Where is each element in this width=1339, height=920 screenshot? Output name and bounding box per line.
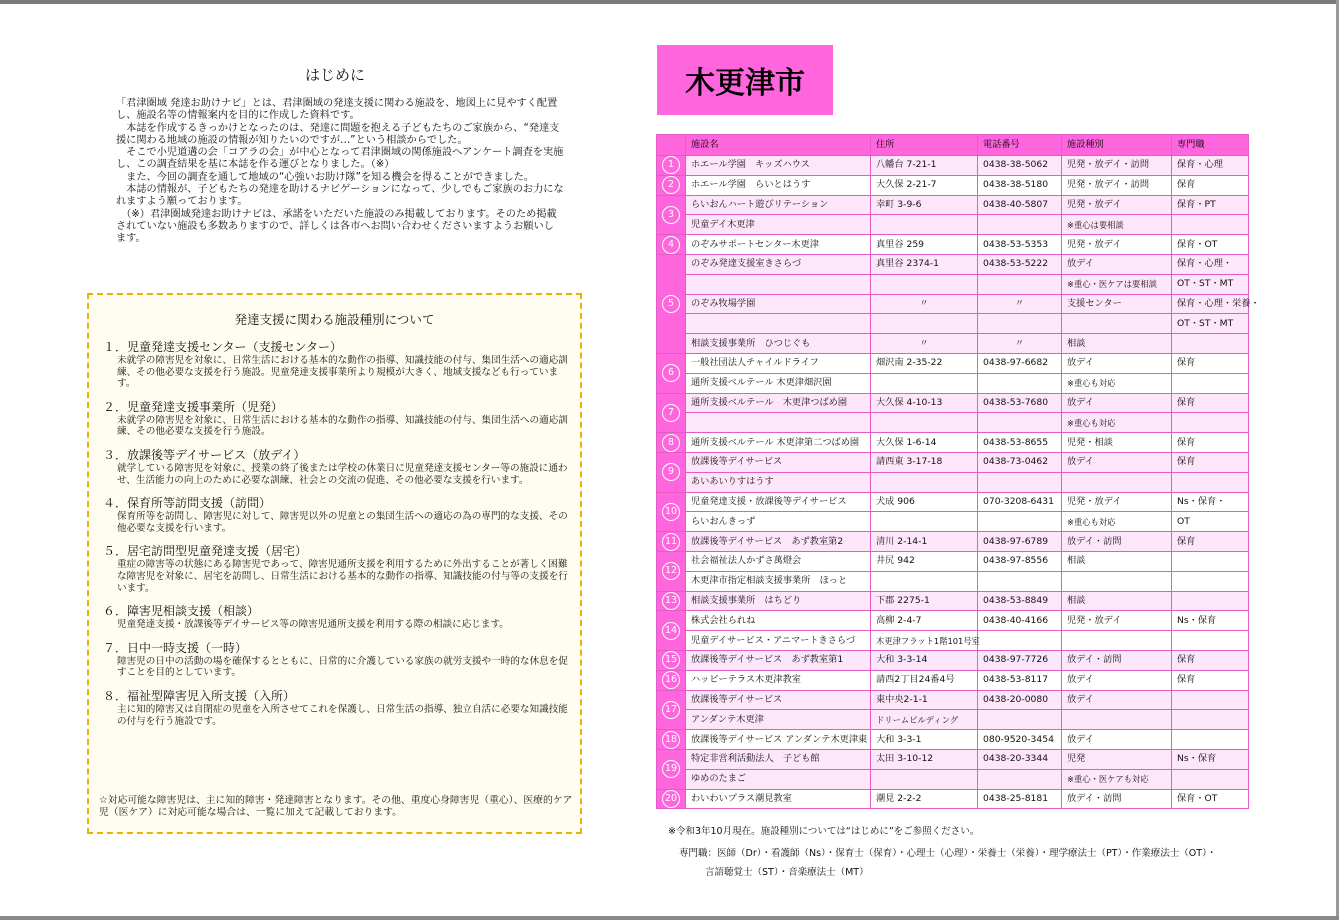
page-frame-bottom xyxy=(0,916,1339,920)
facility-type-desc: 障害児の日中の活動の場を確保するとともに、日常的に介護している家族の就労支援や一時的な休息を促すことを目的としています。 xyxy=(117,655,568,679)
facility-type-desc: 未就学の障害児を対象に、日常生活における基本的な動作の指導、知識技能の付与、集団生活への適応訓練、その他必要な支援を行う施設。児童発達支援事業所より規模が大きく、地域支援なども行っています。 xyxy=(117,355,568,390)
address-cell: 太田 3-10-12 xyxy=(871,749,978,769)
phone-cell: 0438-20-3344 xyxy=(978,749,1062,769)
table-row xyxy=(657,492,1249,512)
row-number-badge: 17 xyxy=(662,701,680,719)
row-number-badge: 20 xyxy=(662,790,680,808)
facility-type-cell: 放デイ・訪問 xyxy=(1062,532,1172,552)
table-row xyxy=(657,591,1249,611)
row-number-cell xyxy=(657,532,686,552)
facility-name-cell: らいおんハート遊びリテーション xyxy=(686,195,871,215)
facility-name-cell xyxy=(686,274,871,294)
table-row xyxy=(657,690,1249,710)
row-number-badge: 16 xyxy=(662,671,680,689)
address-cell xyxy=(871,571,978,591)
address-cell: 大和 3-3-1 xyxy=(871,730,978,750)
table-row xyxy=(657,393,1249,413)
row-number-badge: 14 xyxy=(662,622,680,640)
phone-cell xyxy=(978,215,1062,235)
table-row xyxy=(657,175,1249,195)
table-row xyxy=(657,650,1249,670)
address-cell xyxy=(871,472,978,492)
header-num xyxy=(657,135,686,156)
staff-cell: 保育 xyxy=(1172,650,1249,670)
facility-type-item xyxy=(99,544,569,594)
facility-name-cell: 相談支援事業所 ひつじぐも xyxy=(686,334,871,354)
facility-type-cell: 児発 xyxy=(1062,749,1172,769)
row-number-cell xyxy=(657,433,686,453)
facility-type-title: ６．障害児相談支援（相談） xyxy=(103,604,260,619)
facility-type-cell: 相談 xyxy=(1062,334,1172,354)
row-number-badge: 2 xyxy=(662,176,680,194)
facility-name-cell: のぞみサポートセンター木更津 xyxy=(686,235,871,255)
facility-name-cell: あいあいりすはうす xyxy=(686,472,871,492)
address-cell: 〃 xyxy=(871,294,978,314)
facility-type-cell: 放デイ・訪問 xyxy=(1062,789,1172,809)
address-cell xyxy=(871,413,978,433)
facility-name-cell xyxy=(686,413,871,433)
address-cell: 畑沢南 2-35-22 xyxy=(871,353,978,373)
table-row xyxy=(657,195,1249,215)
staff-cell xyxy=(1172,413,1249,433)
staff-cell xyxy=(1172,334,1249,354)
facility-type-title: ７．日中一時支援（一時） xyxy=(103,640,248,655)
table-row xyxy=(657,512,1249,532)
facility-type-cell xyxy=(1062,710,1172,730)
row-number-badge: 6 xyxy=(662,364,680,382)
row-number-badge: 10 xyxy=(662,503,680,521)
facility-type-title: ８．福祉型障害児入所支援（入所） xyxy=(103,688,296,703)
table-row xyxy=(657,611,1249,631)
table-row xyxy=(657,274,1249,294)
staff-cell xyxy=(1172,571,1249,591)
row-number-cell xyxy=(657,670,686,690)
facility-name-cell: のぞみ牧場学園 xyxy=(686,294,871,314)
phone-cell: 0438-40-5807 xyxy=(978,195,1062,215)
facility-type-cell: 相談 xyxy=(1062,591,1172,611)
staff-cell xyxy=(1172,373,1249,393)
phone-cell: 080-9520-3454 xyxy=(978,730,1062,750)
row-number-cell xyxy=(657,254,686,353)
staff-cell: Ns・保育・ xyxy=(1172,492,1249,512)
row-number-badge: 19 xyxy=(662,760,680,778)
facility-name-cell: ホエール学園 らいとはうす xyxy=(686,175,871,195)
address-cell: 下郡 2275-1 xyxy=(871,591,978,611)
table-row xyxy=(657,670,1249,690)
intro-paragraph: （※）君津圏域発達お助けナビは、承諾をいただいた施設のみ掲載しております。そのため掲載されていない施設も多数ありますので、詳しくは各市へお問い合わせくださいますようお願いします。 xyxy=(116,208,557,245)
address-cell: 大久保 4-10-13 xyxy=(871,393,978,413)
header-name: 施設名 xyxy=(686,135,871,156)
address-cell: ドリームビルディング xyxy=(871,710,978,730)
phone-cell: 〃 xyxy=(978,294,1062,314)
header-address: 住所 xyxy=(871,135,978,156)
facility-type-cell: ※重心・医ケアは要相談 xyxy=(1062,274,1172,294)
staff-cell: 保育 xyxy=(1172,670,1249,690)
phone-cell: 0438-25-8181 xyxy=(978,789,1062,809)
address-cell xyxy=(871,769,978,789)
table-row xyxy=(657,235,1249,255)
facility-type-item xyxy=(99,689,569,727)
facility-name-cell: ゆめのたまご xyxy=(686,769,871,789)
intro-paragraph: また、今回の調査を通して地域の“心強いお助け隊”を知る機会を得ることができました。 xyxy=(116,171,535,183)
row-number-cell xyxy=(657,195,686,235)
phone-cell xyxy=(978,373,1062,393)
row-number-cell xyxy=(657,175,686,195)
address-cell: 井尻 942 xyxy=(871,551,978,571)
facility-type-cell: ※重心・医ケアも対応 xyxy=(1062,769,1172,789)
facility-name-cell xyxy=(686,314,871,334)
phone-cell xyxy=(978,314,1062,334)
facility-type-desc: 保育所等を訪問し、障害児に対して、障害児以外の児童との集団生活への適応の為の専門的な支援、その他必要な支援を行います。 xyxy=(117,511,568,534)
facility-name-cell: 放課後等デイサービス xyxy=(686,452,871,472)
facility-name-cell: 放課後等デイサービス あず教室第2 xyxy=(686,532,871,552)
staff-cell: Ns・保育 xyxy=(1172,611,1249,631)
staff-cell xyxy=(1172,472,1249,492)
facility-name-cell: 特定非営利活動法人 子ども館 xyxy=(686,749,871,769)
staff-cell: OT・ST・MT xyxy=(1172,314,1249,334)
facility-table-body xyxy=(657,156,1260,809)
row-number-cell xyxy=(657,611,686,651)
address-cell: 請西東 3-17-18 xyxy=(871,452,978,472)
facility-type-cell: 児発・相談 xyxy=(1062,433,1172,453)
phone-cell: 0438-53-8849 xyxy=(978,591,1062,611)
row-number-badge: 1 xyxy=(662,156,680,174)
facility-type-cell: 相談 xyxy=(1062,551,1172,571)
row-number-cell xyxy=(657,591,686,611)
facility-name-cell: ホエール学園 キッズハウス xyxy=(686,156,871,176)
phone-cell: 0438-53-8655 xyxy=(978,433,1062,453)
facility-type-title: ３．放課後等デイサービス（放デイ） xyxy=(103,447,306,462)
facility-type-desc: 主に知的障害又は自閉症の児童を入所させてこれを保護し、日常生活の指導、独立自活に必要な知識技能の付与を行う施設です。 xyxy=(117,703,568,727)
phone-cell: 0438-73-0462 xyxy=(978,452,1062,472)
facility-type-cell: 放デイ・訪問 xyxy=(1062,650,1172,670)
facility-type-cell xyxy=(1062,472,1172,492)
address-cell: 木更津フラット1階101号室 xyxy=(871,631,978,651)
staff-cell xyxy=(1172,710,1249,730)
facility-type-item xyxy=(99,641,569,679)
address-cell xyxy=(871,512,978,532)
row-number-cell xyxy=(657,235,686,255)
facility-type-cell: 児発・放デイ xyxy=(1062,195,1172,215)
row-number-cell xyxy=(657,789,686,809)
staff-cell xyxy=(1172,730,1249,750)
staff-cell xyxy=(1172,769,1249,789)
phone-cell xyxy=(978,413,1062,433)
phone-cell: 0438-40-4166 xyxy=(978,611,1062,631)
staff-cell: 保育・心理・ xyxy=(1172,254,1249,274)
row-number-badge: 9 xyxy=(662,463,680,481)
address-cell: 請西2丁目24番4号 xyxy=(871,670,978,690)
staff-cell: 保育 xyxy=(1172,433,1249,453)
phone-cell xyxy=(978,512,1062,532)
table-row xyxy=(657,413,1249,433)
intro-body xyxy=(116,98,564,246)
facility-type-cell: 児発・放デイ・訪問 xyxy=(1062,156,1172,176)
phone-cell xyxy=(978,631,1062,651)
city-title: 木更津市 xyxy=(657,45,833,115)
staff-cell xyxy=(1172,591,1249,611)
facility-name-cell: のぞみ発達支援室きさらづ xyxy=(686,254,871,274)
address-cell: 高柳 2-4-7 xyxy=(871,611,978,631)
facility-name-cell: 一般社団法人チャイルドライフ xyxy=(686,353,871,373)
row-number-badge: 13 xyxy=(662,592,680,610)
phone-cell: 0438-38-5062 xyxy=(978,156,1062,176)
facility-name-cell: 株式会社られね xyxy=(686,611,871,631)
facility-name-cell: わいわいプラス潮見教室 xyxy=(686,789,871,809)
phone-cell: 070-3208-6431 xyxy=(978,492,1062,512)
staff-cell: 保育 xyxy=(1172,532,1249,552)
facility-type-cell: ※重心は要相談 xyxy=(1062,215,1172,235)
table-row xyxy=(657,551,1249,571)
facility-type-cell: 放デイ xyxy=(1062,690,1172,710)
facility-type-cell xyxy=(1062,314,1172,334)
table-row xyxy=(657,749,1249,769)
phone-cell: 0438-53-8117 xyxy=(978,670,1062,690)
address-cell: 東中央2-1-1 xyxy=(871,690,978,710)
facility-name-cell: 放課後等デイサービス あず教室第1 xyxy=(686,650,871,670)
facility-type-cell: 児発・放デイ xyxy=(1062,611,1172,631)
facility-type-desc: 重症の障害等の状態にある障害児であって、障害児通所支援を利用するために外出することが著しく困難な障害児を対象に、居宅を訪問し、日常生活における基本的な動作の指導、知識技能の付与等の支援を行います。 xyxy=(117,559,568,594)
table-row xyxy=(657,373,1249,393)
facility-type-cell xyxy=(1062,631,1172,651)
table-row xyxy=(657,452,1249,472)
table-row xyxy=(657,334,1249,354)
facility-type-cell: ※重心も対応 xyxy=(1062,512,1172,532)
phone-cell: 0438-53-7680 xyxy=(978,393,1062,413)
facility-types-title: 発達支援に関わる施設種別について xyxy=(234,312,435,327)
row-number-cell xyxy=(657,353,686,393)
address-cell: 〃 xyxy=(871,334,978,354)
staff-cell: Ns・保育 xyxy=(1172,749,1249,769)
row-number-badge: 7 xyxy=(662,404,680,422)
row-number-badge: 3 xyxy=(662,206,680,224)
facility-type-desc: 未就学の障害児を対象に、日常生活における基本的な動作の指導、知識技能の付与、集団生活への適応訓練、その他必要な支援を行う施設。 xyxy=(117,414,568,438)
table-row xyxy=(657,294,1249,314)
staff-cell xyxy=(1172,631,1249,651)
facility-name-cell: アンダンテ木更津 xyxy=(686,710,871,730)
phone-cell: 0438-53-5353 xyxy=(978,235,1062,255)
address-cell xyxy=(871,274,978,294)
facility-type-cell: 放デイ xyxy=(1062,353,1172,373)
staff-cell: 保育 xyxy=(1172,175,1249,195)
facility-type-title: １．児童発達支援センター（支援センター） xyxy=(103,340,343,354)
staff-cell xyxy=(1172,551,1249,571)
facility-name-cell: 放課後等デイサービス xyxy=(686,690,871,710)
table-row xyxy=(657,532,1249,552)
facility-type-cell: 放デイ xyxy=(1062,254,1172,274)
staff-cell: OT xyxy=(1172,512,1249,532)
phone-cell: 0438-20-0080 xyxy=(978,690,1062,710)
table-row xyxy=(657,314,1249,334)
facility-name-cell: 通所支援ベルテール 木更津つばめ園 xyxy=(686,393,871,413)
staff-cell: 保育・PT xyxy=(1172,195,1249,215)
row-number-badge: 15 xyxy=(662,651,680,669)
staff-cell: 保育・OT xyxy=(1172,235,1249,255)
facility-type-cell: 放デイ xyxy=(1062,452,1172,472)
staff-cell: 保育・心理・栄養・ xyxy=(1172,294,1249,314)
facility-type-item xyxy=(99,448,569,486)
facility-type-item xyxy=(99,496,569,534)
intro-title: はじめに xyxy=(304,66,365,84)
address-cell: 真里谷 259 xyxy=(871,235,978,255)
row-number-badge: 11 xyxy=(662,533,680,551)
address-cell: 八幡台 7-21-1 xyxy=(871,156,978,176)
row-number-cell xyxy=(657,650,686,670)
facility-type-cell: ※重心も対応 xyxy=(1062,413,1172,433)
intro-paragraph: 本誌を作成するきっかけとなったのは、発達に問題を抱える子どもたちのご家族から、“発達支援に関わる地域の施設の情報が知りたいのですが…”という相談からでした。 xyxy=(116,122,560,146)
facility-type-item xyxy=(99,400,569,438)
row-number-cell xyxy=(657,551,686,591)
facility-table xyxy=(656,134,1260,809)
staff-cell: 保育 xyxy=(1172,393,1249,413)
staff-cell xyxy=(1172,215,1249,235)
facility-name-cell: 児童デイ木更津 xyxy=(686,215,871,235)
table-row xyxy=(657,254,1249,274)
address-cell: 潮見 2-2-2 xyxy=(871,789,978,809)
row-number-cell xyxy=(657,730,686,750)
facility-types-note: ☆対応可能な障害児は、主に知的障害・発達障害となります。その他、重度心身障害児（重心）、医療的ケア児（医ケア）に対応可能な場合は、一覧に加えて記載しております。 xyxy=(99,795,573,819)
table-row xyxy=(657,789,1249,809)
phone-cell: 0438-97-7726 xyxy=(978,650,1062,670)
facility-type-cell: 児発・放デイ・訪問 xyxy=(1062,175,1172,195)
facility-name-cell: 児童デイサービス・アニマートきさらづ xyxy=(686,631,871,651)
table-row xyxy=(657,571,1249,591)
row-number-cell xyxy=(657,393,686,433)
phone-cell: 0438-97-6789 xyxy=(978,532,1062,552)
table-row xyxy=(657,710,1249,730)
facility-type-title: ５．居宅訪問型児童発達支援（居宅） xyxy=(103,544,308,559)
row-number-cell xyxy=(657,156,686,176)
phone-cell xyxy=(978,472,1062,492)
table-row xyxy=(657,631,1249,651)
phone-cell: 0438-97-6682 xyxy=(978,353,1062,373)
phone-cell xyxy=(978,769,1062,789)
intro-paragraph: 「君津圏域 発達お助けナビ」とは、君津圏域の発達支援に関わる施設を、地図上に見やすく配置し、施設名等の情報案内を目的に作成した資料です。 xyxy=(116,98,558,122)
address-cell: 幸町 3-9-6 xyxy=(871,195,978,215)
staff-cell: 保育 xyxy=(1172,452,1249,472)
facility-type-desc: 就学している障害児を対象に、授業の終了後または学校の休業日に児童発達支援センター等の施設に通わせ、生活能力の向上のために必要な訓練、社会との交流の促進、その他必要な支援を行います。 xyxy=(117,462,568,486)
facility-name-cell: 社会福祉法人かずさ萬燈会 xyxy=(686,551,871,571)
address-cell: 大久保 2-21-7 xyxy=(871,175,978,195)
address-cell: 大久保 1-6-14 xyxy=(871,433,978,453)
facility-type-desc: 児童発達支援・放課後等デイサービス等の障害児通所支援を利用する際の相談に応じます。 xyxy=(117,619,509,631)
row-number-cell xyxy=(657,452,686,492)
phone-cell xyxy=(978,710,1062,730)
table-row xyxy=(657,730,1249,750)
facility-name-cell: 通所支援ベルテール 木更津畑沢園 xyxy=(686,373,871,393)
table-row xyxy=(657,353,1249,373)
table-row xyxy=(657,433,1249,453)
facility-type-title: ４．保育所等訪問支援（訪問） xyxy=(103,496,272,511)
row-number-cell xyxy=(657,492,686,532)
facility-types-box xyxy=(87,293,582,834)
table-row xyxy=(657,156,1249,176)
address-cell xyxy=(871,373,978,393)
facility-type-cell: 放デイ xyxy=(1062,393,1172,413)
table-header-row xyxy=(657,135,1249,156)
facility-type-cell: ※重心も対応 xyxy=(1062,373,1172,393)
facility-name-cell: 木更津市指定相談支援事業所 ほっと xyxy=(686,571,871,591)
address-cell: 真里谷 2374-1 xyxy=(871,254,978,274)
staff-cell: 保育 xyxy=(1172,353,1249,373)
address-cell xyxy=(871,215,978,235)
facility-type-cell: 児発・放デイ xyxy=(1062,492,1172,512)
address-cell xyxy=(871,314,978,334)
intro-paragraph: 本誌の情報が、子どもたちの発達を助けるナビゲーションになって、少しでもご家族のお力になれますよう願っております。 xyxy=(116,184,564,208)
phone-cell: 0438-38-5180 xyxy=(978,175,1062,195)
row-number-cell xyxy=(657,749,686,789)
row-number-badge: 18 xyxy=(662,731,680,749)
table-row xyxy=(657,472,1249,492)
facility-name-cell: 児童発達支援・放課後等デイサービス xyxy=(686,492,871,512)
row-number-badge: 12 xyxy=(662,562,680,580)
facility-name-cell: ハッピーテラス木更津教室 xyxy=(686,670,871,690)
staff-cell: 保育・OT xyxy=(1172,789,1249,809)
facility-type-cell: 支援センター xyxy=(1062,294,1172,314)
row-number-cell xyxy=(657,690,686,730)
facility-types-list xyxy=(99,340,569,737)
staff-abbrev-note: 専門職：医師（Dr）・看護師（Ns）・保育士（保育）・心理士（心理）・栄養士（栄養）・理学療法士（PT）・作業療法士（OT）・ xyxy=(679,848,1217,859)
phone-cell xyxy=(978,571,1062,591)
phone-cell xyxy=(978,274,1062,294)
phone-cell: 0438-53-5222 xyxy=(978,254,1062,274)
facility-type-cell xyxy=(1062,571,1172,591)
address-cell: 清川 2-14-1 xyxy=(871,532,978,552)
table-row xyxy=(657,769,1249,789)
facility-type-cell: 放デイ xyxy=(1062,730,1172,750)
staff-abbrev-note-cont: 言語聴覚士（ST）・音楽療法士（MT） xyxy=(705,867,869,878)
header-type: 施設種別 xyxy=(1062,135,1172,156)
facility-name-cell: 相談支援事業所 はちどり xyxy=(686,591,871,611)
facility-name-cell: 放課後等デイサービス アンダンテ木更津東 xyxy=(686,730,871,750)
row-number-badge: 4 xyxy=(662,236,680,254)
row-number-badge: 5 xyxy=(662,295,680,313)
facility-type-cell: 児発・放デイ xyxy=(1062,235,1172,255)
facility-type-title: ２．児童発達支援事業所（児発） xyxy=(103,399,284,414)
facility-type-cell: 放デイ xyxy=(1062,670,1172,690)
phone-cell: 〃 xyxy=(978,334,1062,354)
page-frame-top xyxy=(0,0,1339,4)
facility-type-item xyxy=(99,340,569,390)
staff-cell: OT・ST・MT xyxy=(1172,274,1249,294)
phone-cell: 0438-97-8556 xyxy=(978,551,1062,571)
facility-type-item xyxy=(99,604,569,631)
staff-cell: 保育・心理 xyxy=(1172,156,1249,176)
intro-paragraph: そこで小児道遘の会「コアラの会」が中心となって君津圏域の関係施設へアンケート調査を実施し、この調査結果を基に本誌を作る運びとなりました。（※） xyxy=(116,147,564,171)
facility-name-cell: らいおんきっず xyxy=(686,512,871,532)
table-row xyxy=(657,215,1249,235)
staff-cell xyxy=(1172,690,1249,710)
row-number-badge: 8 xyxy=(662,434,680,452)
header-phone: 電話番号 xyxy=(978,135,1062,156)
header-staff: 専門職 xyxy=(1172,135,1249,156)
facility-name-cell: 通所支援ベルテール 木更津第二つばめ園 xyxy=(686,433,871,453)
address-cell: 大和 3-3-14 xyxy=(871,650,978,670)
date-note: ※令和3年10月現在。施設種別については“はじめに”をご参照ください。 xyxy=(668,826,980,837)
address-cell: 犬成 906 xyxy=(871,492,978,512)
